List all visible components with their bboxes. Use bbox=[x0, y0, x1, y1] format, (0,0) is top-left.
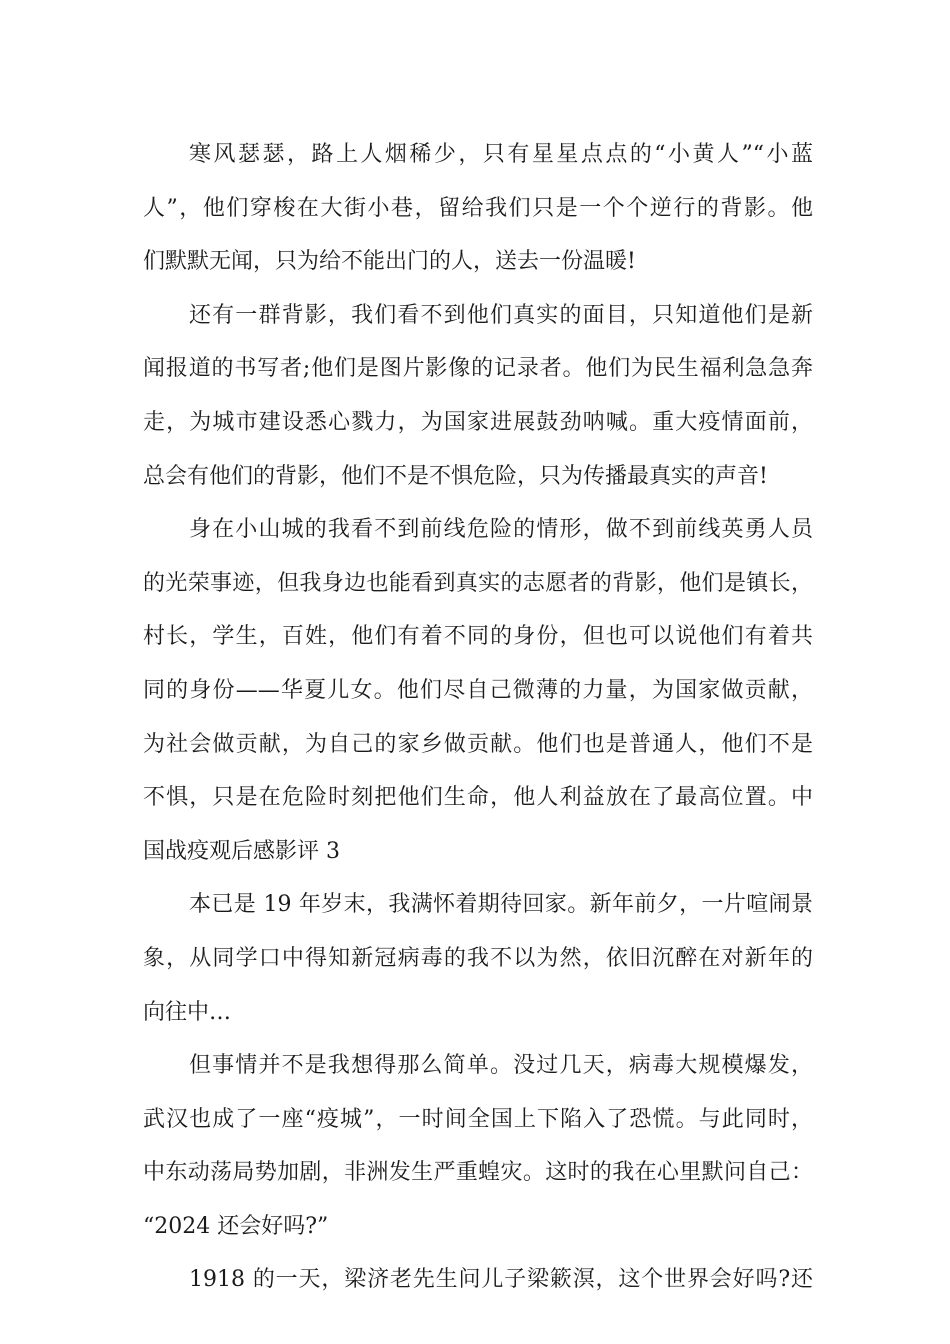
body-text bbox=[143, 128, 813, 1307]
text-line: 们默默无闻，只为给不能出门的人，送去一份温暖! bbox=[143, 249, 636, 275]
text-line: 人”，他们穿梭在大街小巷，留给我们只是一个个逆行的背影。他 bbox=[143, 195, 813, 221]
text-line: 同的身份——华夏儿女。他们尽自己微薄的力量，为国家做贡献， bbox=[143, 677, 813, 703]
text-line: 本已是 19 年岁末，我满怀着期待回家。新年前夕，一片喧闹景 bbox=[189, 892, 813, 918]
text-line: 还有一群背影，我们看不到他们真实的面目，只知道他们是新 bbox=[189, 302, 813, 328]
text-line: 总会有他们的背影，他们不是不惧危险，只为传播最真实的声音! bbox=[143, 463, 768, 489]
text-line: 象，从同学口中得知新冠病毒的我不以为然，依旧沉醉在对新年的 bbox=[143, 945, 813, 971]
text-line: 但事情并不是我想得那么简单。没过几天，病毒大规模爆发， bbox=[189, 1053, 813, 1079]
text-line: 寒风瑟瑟，路上人烟稀少，只有星星点点的“小黄人”“小蓝 bbox=[189, 142, 813, 167]
text-line: 身在小山城的我看不到前线危险的情形，做不到前线英勇人员 bbox=[189, 517, 813, 543]
text-line: 村长，学生，百姓，他们有着不同的身份，但也可以说他们有着共 bbox=[143, 624, 813, 650]
text-line: “2024 还会好吗?” bbox=[143, 1213, 329, 1239]
text-line: 1918 的一天，梁济老先生问儿子梁簌溟，这个世界会好吗?还 bbox=[189, 1267, 813, 1293]
text-line: 国战疫观后感影评 3 bbox=[143, 838, 340, 864]
text-line: 为社会做贡献，为自己的家乡做贡献。他们也是普通人，他们不是 bbox=[143, 731, 813, 757]
text-line: 走，为城市建设悉心戮力，为国家进展鼓劲呐喊。重大疫情面前， bbox=[143, 409, 813, 435]
text-line: 向往中… bbox=[143, 999, 232, 1025]
text-line: 闻报道的书写者;他们是图片影像的记录者。他们为民生福利急急奔 bbox=[143, 356, 813, 382]
text-line: 中东动荡局势加剧，非洲发生严重蝗灾。这时的我在心里默问自己： bbox=[143, 1160, 813, 1186]
text-line: 的光荣事迹，但我身边也能看到真实的志愿者的背影，他们是镇长， bbox=[143, 570, 813, 596]
text-line: 不惧，只是在危险时刻把他们生命，他人利益放在了最高位置。中 bbox=[143, 785, 813, 811]
text-line: 武汉也成了一座“疫城”，一时间全国上下陷入了恐慌。与此同时， bbox=[143, 1106, 813, 1132]
